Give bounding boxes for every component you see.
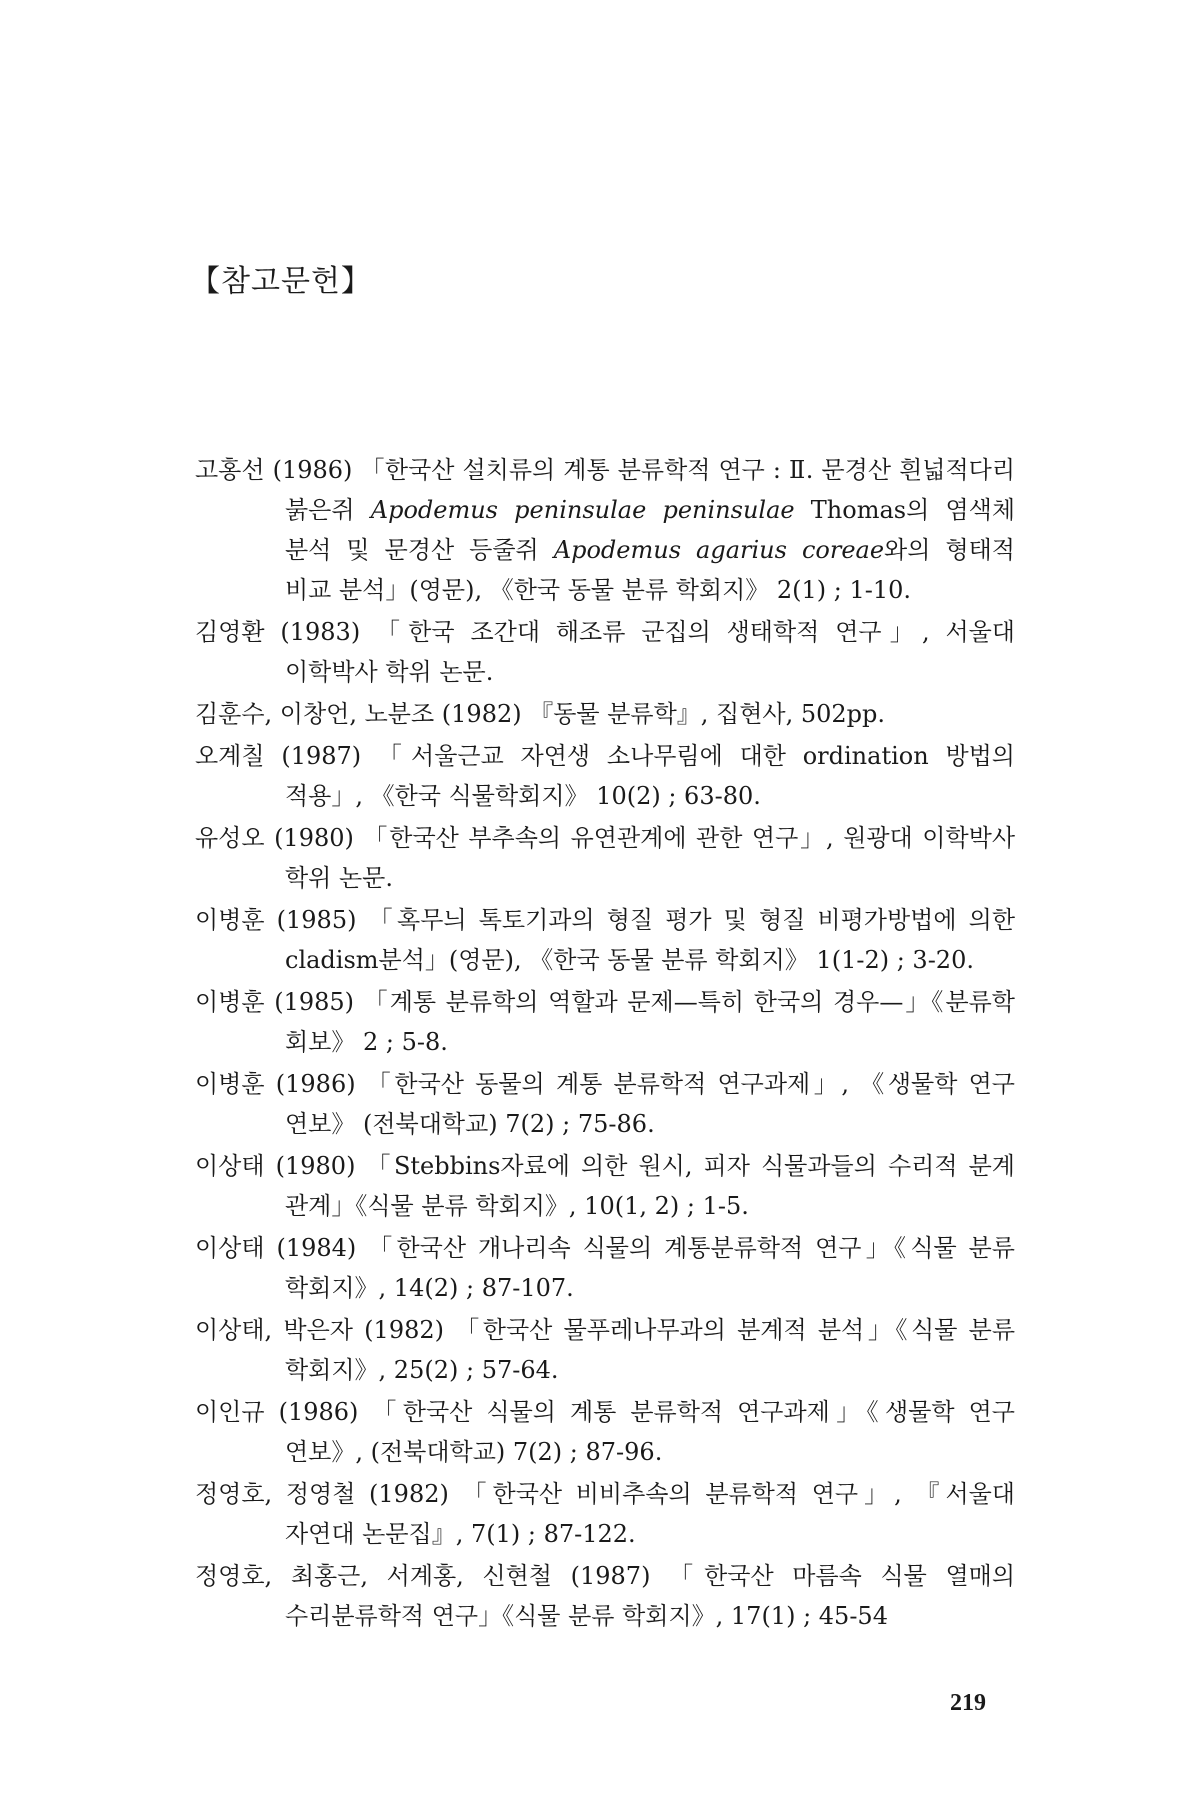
reference-entry [195,736,1015,816]
reference-text: 이인규 (1986) 「한국산 식물의 계통 분류학적 연구과제」《생물학 연구 연보》, (전북대학교) 7(2) ; 87-96. [195,1398,1015,1466]
reference-entry [195,1310,1015,1390]
reference-text: 이상태 (1980) 「Stebbins자료에 의한 원시, 피자 식물과들의 수리적 분계 관계」《식물 분류 학회지》, 10(1, 2) ; 1-5. [195,1152,1015,1220]
page-number: 219 [950,1690,986,1716]
reference-list [195,450,1015,1638]
reference-text: 이병훈 (1986) 「한국산 동물의 계통 분류학적 연구과제」, 《생물학 연구 연보》 (전북대학교) 7(2) ; 75-86. [195,1070,1015,1138]
reference-text: 김영환 (1983) 「한국 조간대 해조류 군집의 생태학적 연구」, 서울대 이학박사 학위 논문. [195,618,1015,686]
reference-text: 정영호, 최홍근, 서계홍, 신현철 (1987) 「한국산 마름속 식물 열매의 수리분류학적 연구」《식물 분류 학회지》, 17(1) ; 45-54 [195,1562,1015,1630]
reference-text: 이병훈 (1985) 「혹무늬 톡토기과의 형질 평가 및 형질 비평가방법에 의한 cladism분석」(영문), 《한국 동물 분류 학회지》 1(1-2) ; 3-20. [195,906,1015,974]
reference-entry [195,1474,1015,1554]
section-title: 【참고문헌】 [190,264,372,299]
reference-text: 이상태, 박은자 (1982) 「한국산 물푸레나무과의 분계적 분석」《식물 분류 학회지》, 25(2) ; 57-64. [195,1316,1015,1384]
reference-text: 김훈수, 이창언, 노분조 (1982) 『동물 분류학』, 집현사, 502pp. [195,700,886,728]
reference-entry [195,1392,1015,1472]
species-name: Apodemus agarius coreae [553,536,885,564]
reference-entry [195,1228,1015,1308]
reference-text: 이상태 (1984) 「한국산 개나리속 식물의 계통분류학적 연구」《식물 분류 학회지》, 14(2) ; 87-107. [195,1234,1015,1302]
reference-text: 이병훈 (1985) 「계통 분류학의 역할과 문제—특히 한국의 경우—」《분류학 회보》 2 ; 5-8. [195,988,1015,1056]
reference-entry [195,694,1015,734]
reference-entry [195,818,1015,898]
reference-text: Thomas의 염색체 분석 및 문경산 등줄쥐 [285,496,1016,564]
reference-entry [195,612,1015,692]
species-name: Apodemus peninsulae peninsulae [370,496,795,524]
reference-text: 와의 형태적 비교 분석」(영문), 《한국 동물 분류 학회지》 2(1) ; 1-10. [285,536,1015,604]
reference-entry [195,1556,1015,1636]
reference-entry [195,450,1015,610]
reference-entry [195,900,1015,980]
reference-entry [195,982,1015,1062]
reference-entry [195,1146,1015,1226]
reference-text: 오계칠 (1987) 「서울근교 자연생 소나무림에 대한 ordination 방법의 적용」, 《한국 식물학회지》 10(2) ; 63-80. [195,742,1015,810]
reference-text: 유성오 (1980) 「한국산 부추속의 유연관계에 관한 연구」, 원광대 이학박사 학위 논문. [195,824,1015,892]
reference-text: 정영호, 정영철 (1982) 「한국산 비비추속의 분류학적 연구」, 『서울대 자연대 논문집』, 7(1) ; 87-122. [195,1480,1015,1548]
reference-entry [195,1064,1015,1144]
reference-text: 고홍선 (1986) 「한국산 설치류의 계통 분류학적 연구 : Ⅱ. 문경산 흰넓적다리 붉은쥐 [195,456,1015,524]
